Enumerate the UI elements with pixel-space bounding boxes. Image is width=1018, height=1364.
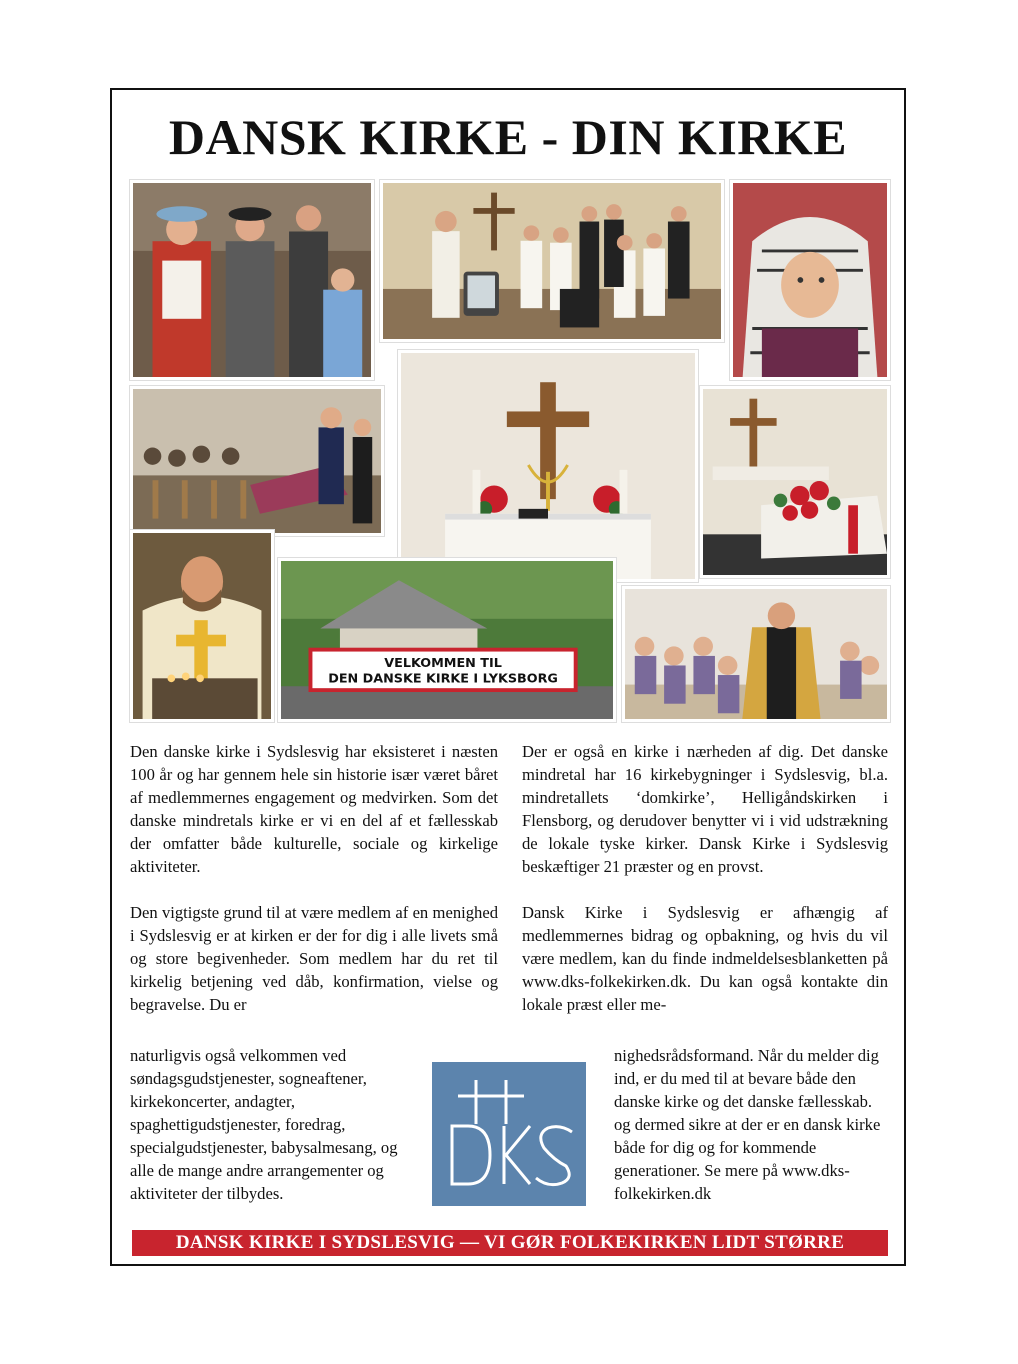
left-paragraph-2b: naturligvis også velkommen ved søndagsgudstjenester, sogneaftener, kirkekoncerter, andagter, spaghettigudstjenester, foredrag, specialgudstjenester, babysalmesang, og alle de mange andre arrangementer og aktiviteter der tilbydes. bbox=[130, 1046, 398, 1203]
right-column bbox=[522, 740, 888, 1016]
right-paragraph-2b: nighedsrådsformand. Når du melder dig ind, er du med til at bevare både den danske kirke og det danske fællesskab. og dermed sikre at der er en dansk kirke både for dig og for kommende generationer. Se mere på www.dks-folkekirken.dk bbox=[614, 1046, 881, 1203]
right-paragraph-1: Der er også en kirke i nærheden af dig. Det danske mindretal har 16 kirkebygninger i Sydslesvig, bl.a. mindretallets ‘domkirke’, Helligåndskirken i Flensborg, og derudover benytter vi i vid udstrækning de lokale tyske kirker. Dansk Kirke i Sydslesvig beskæftiger 21 præster og en provst. bbox=[522, 742, 888, 876]
confirmation-photo bbox=[380, 180, 724, 342]
altar-photo bbox=[398, 350, 698, 582]
sign-line-1: VELKOMMEN TIL bbox=[384, 655, 502, 670]
baptism-photo bbox=[130, 180, 374, 380]
left-column-wrap bbox=[130, 1044, 404, 1228]
church-gathering-photo bbox=[130, 386, 384, 536]
priest-children-photo bbox=[622, 586, 890, 722]
dks-logo-icon bbox=[432, 1062, 586, 1206]
left-column bbox=[130, 740, 498, 1016]
dks-logo bbox=[432, 1062, 586, 1206]
right-paragraph-2a: Dansk Kirke i Sydslesvig er afhængig af medlemmernes bidrag og opbakning, og hvis du vil være medlem, kan du finde indmeldelsesblanketten på www.dks-folkekirken.dk. Du kan også kontakte din lokale præst eller me- bbox=[522, 903, 888, 1014]
footer-banner: DANSK KIRKE I SYDSLESVIG — VI GØR FOLKEKIRKEN LIDT STØRRE bbox=[132, 1230, 888, 1256]
left-paragraph-1: Den danske kirke i Sydslesvig har eksisteret i næsten 100 år og har gennem hele sin historie især været båret af medlemmernes engagement og medvirken. Som det danske mindretals kirke er vi en del af et fællesskab der omfatter både kulturelle, sociale og kirkelige aktiviteter. bbox=[130, 742, 498, 876]
priest-candles-photo bbox=[130, 530, 274, 722]
funeral-altar-photo bbox=[700, 386, 890, 578]
lyksborg-church-photo bbox=[278, 558, 616, 722]
sign-line-2: DEN DANSKE KIRKE I LYKSBORG bbox=[328, 670, 558, 686]
article-frame bbox=[110, 88, 906, 1266]
nativity-child-photo bbox=[730, 180, 890, 380]
right-column-wrap bbox=[614, 1044, 888, 1228]
page-title: DANSK KIRKE - DIN KIRKE bbox=[168, 109, 848, 165]
left-paragraph-2a: Den vigtigste grund til at være medlem af en menighed i Sydslesvig er at kirken er der for dig i alle livets små og store begivenheder. Som medlem har du ret til kirkelig betjening ved dåb, konfirmation, vielse og begravelse. Du er bbox=[130, 903, 498, 1014]
